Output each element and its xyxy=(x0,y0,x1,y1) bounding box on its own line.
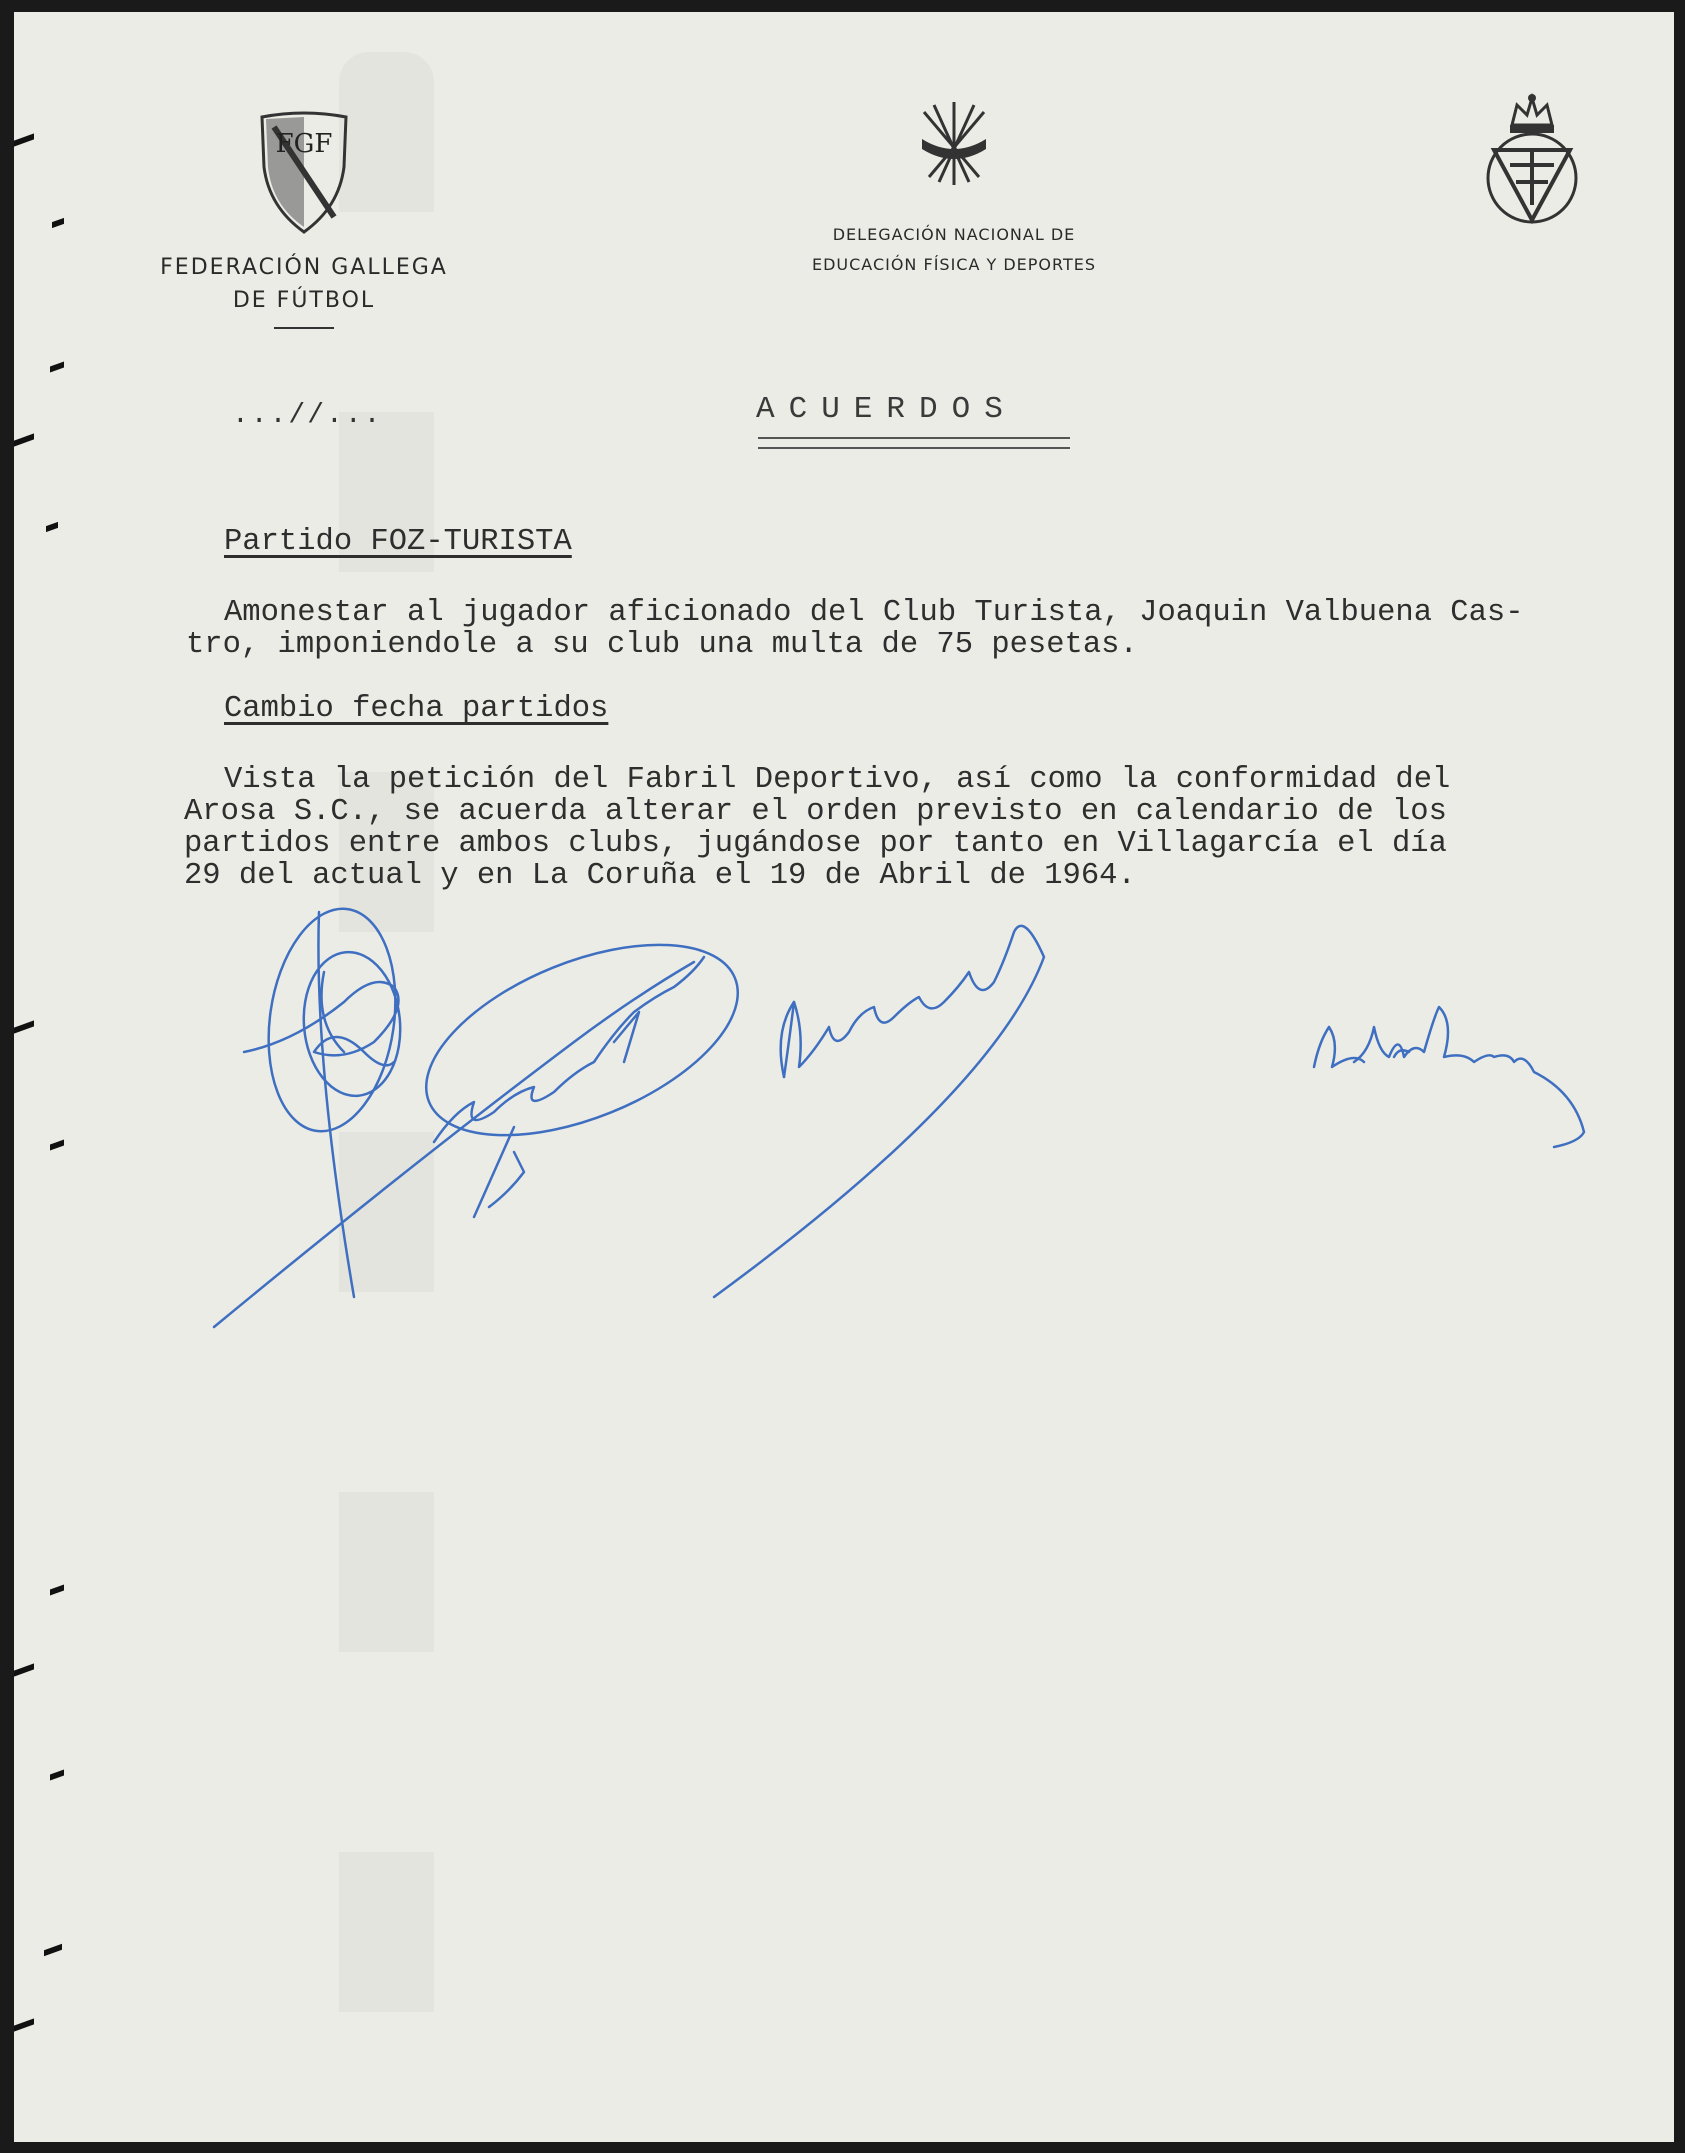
section-body-line: Amonestar al jugador aficionado del Club Turista, Joaquin Valbuena Cas- xyxy=(224,596,1524,630)
binder-notch xyxy=(50,1139,64,1150)
binder-notch xyxy=(14,2018,34,2031)
federation-letterhead xyxy=(114,107,494,329)
binder-notch xyxy=(14,133,34,146)
title-double-rule xyxy=(758,437,1070,449)
section-body-line: 29 del actual y en La Coruña el 19 de Abril de 1964. xyxy=(184,859,1136,893)
signature-3 xyxy=(714,926,1044,1297)
reference-mark: ...//... xyxy=(232,400,383,431)
signature-2 xyxy=(214,906,764,1327)
federation-name-line2: DE FÚTBOL xyxy=(232,288,376,313)
section-heading-foz-turista: Partido FOZ-TURISTA xyxy=(224,525,572,559)
binder-notch xyxy=(44,1944,62,1957)
binder-notch xyxy=(50,1584,64,1595)
section-body-line: Vista la petición del Fabril Deportivo, así como la conformidad del xyxy=(224,763,1451,797)
binder-notch xyxy=(46,522,58,532)
handwritten-signatures xyxy=(14,12,1674,2142)
yoke-arrows-emblem-icon xyxy=(914,97,994,192)
binder-notch xyxy=(14,1663,34,1676)
document-page xyxy=(14,12,1674,2142)
section-heading-cambio-fecha: Cambio fecha partidos xyxy=(224,692,609,726)
crowned-crest xyxy=(1482,90,1582,240)
federation-name-line1: FEDERACIÓN GALLEGA xyxy=(160,255,448,280)
section-body-line: tro, imponiendole a su club una multa de 75 pesetas. xyxy=(186,628,1138,662)
binder-notch xyxy=(50,1769,64,1780)
binder-notch xyxy=(14,1020,34,1033)
crowned-shield-icon xyxy=(1482,90,1582,235)
binder-notch xyxy=(50,361,64,372)
binder-notch xyxy=(52,218,64,228)
section-body-line: Arosa S.C., se acuerda alterar el orden previsto en calendario de los xyxy=(184,795,1447,829)
signature-4 xyxy=(1314,1007,1584,1147)
federation-shield-icon xyxy=(254,107,354,237)
bleed-through-shadow xyxy=(339,52,434,2112)
delegation-letterhead xyxy=(794,97,1114,280)
delegation-name-line2: EDUCACIÓN FÍSICA Y DEPORTES xyxy=(811,255,1097,274)
document-title: ACUERDOS xyxy=(756,392,1017,427)
binder-notch xyxy=(14,433,34,446)
section-body-line: partidos entre ambos clubs, jugándose por tanto en Villagarcía el día xyxy=(184,827,1447,861)
letterhead-divider xyxy=(274,327,334,329)
svg-text:FGF: FGF xyxy=(275,129,333,159)
delegation-name-line1: DELEGACIÓN NACIONAL DE xyxy=(832,225,1076,244)
